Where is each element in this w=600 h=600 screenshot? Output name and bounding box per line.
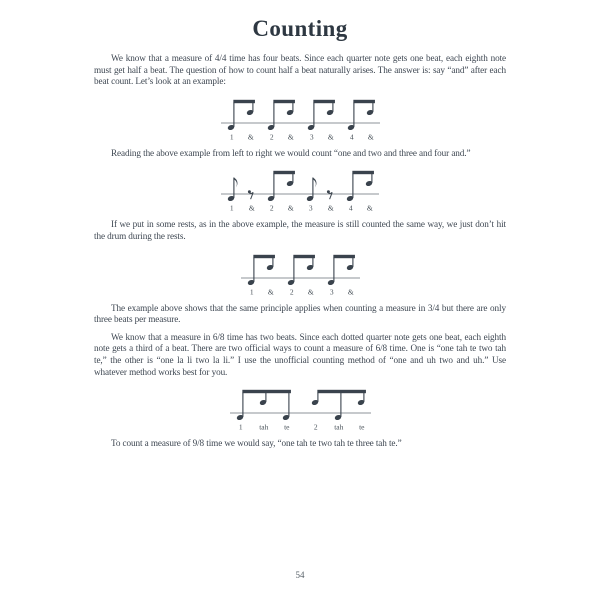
paragraph-rests: If we put in some rests, as in the above example, the measure is still counted the same way, we just don’t hit the drum during the rests. [94, 219, 506, 241]
eighth-note-glyph [346, 257, 354, 270]
beam [233, 100, 255, 103]
paragraph-6-8: We know that a measure in 6/8 time has two beats. Since each dotted quarter note gets one beat, each eighth note gets a third of a beat. There are two official ways to count a measure of 6/8 time. One is “one tah te two tah te,” the other is “one la li two la li.” I use the unofficial counting method of “one and uh two and uh.” Use whatever method works best for you. [94, 331, 506, 377]
count-label: te [358, 422, 365, 432]
count-label: & [367, 132, 374, 142]
eighth-note-glyph [287, 257, 295, 285]
count-label: 3 [309, 132, 314, 142]
eighth-note-glyph [357, 393, 365, 406]
count-label: & [287, 203, 294, 213]
count-label: 2 [269, 203, 274, 213]
eighth-note-glyph [334, 393, 342, 421]
eighth-note-glyph [286, 174, 294, 187]
count-label: & [366, 203, 373, 213]
count-label: tah [333, 422, 343, 432]
count-label: 3 [329, 287, 334, 297]
beam [273, 100, 295, 103]
music-example-4-4-eighths [0, 94, 600, 144]
eighth-note-glyph [259, 393, 267, 406]
count-label: 4 [349, 132, 354, 142]
count-label: & [327, 132, 334, 142]
eighth-note-glyph [267, 174, 275, 202]
eighth-note-glyph [365, 174, 373, 187]
eighth-rest-glyph [327, 191, 332, 200]
page-title: Counting [252, 16, 348, 41]
count-label: & [347, 287, 354, 297]
eighth-note-glyph [227, 102, 235, 130]
eighth-rest-glyph [248, 191, 253, 200]
eighth-note-glyph [282, 393, 290, 421]
eighth-note-glyph [306, 257, 314, 270]
beam [273, 171, 295, 174]
count-label: & [287, 132, 294, 142]
count-label: & [327, 203, 334, 213]
music-example-3-4 [0, 249, 600, 299]
music-example-6-8 [0, 384, 600, 434]
page-number: 54 [295, 570, 305, 580]
notation-svg [238, 249, 363, 299]
eighth-note-glyph [227, 178, 237, 202]
paragraph-9-8: To count a measure of 9/8 time we would say, “one tah te two tah te three tah te.” [111, 438, 402, 449]
count-label: & [248, 203, 255, 213]
eighth-note-glyph [267, 102, 275, 130]
beam [313, 100, 335, 103]
count-label: 2 [269, 132, 274, 142]
count-label: 2 [289, 287, 294, 297]
eighth-note-glyph [306, 178, 316, 202]
count-label: & [307, 287, 314, 297]
count-label: 3 [308, 203, 313, 213]
eighth-note-glyph [311, 393, 319, 406]
eighth-note-glyph [366, 102, 374, 115]
count-label: & [267, 287, 274, 297]
eighth-note-glyph [347, 102, 355, 130]
count-label: tah [258, 422, 268, 432]
count-label: 1 [229, 132, 234, 142]
eighth-note-glyph [327, 257, 335, 285]
eighth-note-glyph [286, 102, 294, 115]
eighth-note-glyph [326, 102, 334, 115]
eighth-note-glyph [236, 393, 244, 421]
notation-svg [227, 384, 374, 434]
music-example-4-4-rests [0, 165, 600, 215]
paragraph-3-4: The example above shows that the same principle applies when counting a measure in 3/4 but there are only three beats per measure. [94, 302, 506, 325]
beam [242, 390, 291, 393]
beam [293, 254, 315, 257]
count-label: te [283, 422, 290, 432]
beam [333, 254, 355, 257]
notation-svg [218, 94, 383, 144]
eighth-note-glyph [266, 257, 274, 270]
notation-svg [218, 165, 382, 215]
eighth-note-glyph [247, 257, 255, 285]
count-label: 1 [229, 203, 234, 213]
beam [352, 171, 374, 174]
count-label: 1 [238, 422, 243, 432]
beam [353, 100, 375, 103]
eighth-note-glyph [346, 174, 354, 202]
count-label: 2 [313, 422, 318, 432]
paragraph-intro-4-4: We know that a measure of 4/4 time has four beats. Since each quarter note gets one beat, each eighth note must get half a beat. The question of how to count half a beat naturally arises. The answer is: say “and” after each beat count. Let’s look at an example: [94, 53, 506, 87]
count-label: 4 [348, 203, 353, 213]
beam [317, 390, 366, 393]
eighth-note-glyph [246, 102, 254, 115]
count-label: 1 [249, 287, 254, 297]
paragraph-reading-example: Reading the above example from left to right we would count “one and two and three and four and.” [111, 147, 471, 158]
eighth-note-glyph [307, 102, 315, 130]
beam [253, 254, 275, 257]
count-label: & [247, 132, 254, 142]
